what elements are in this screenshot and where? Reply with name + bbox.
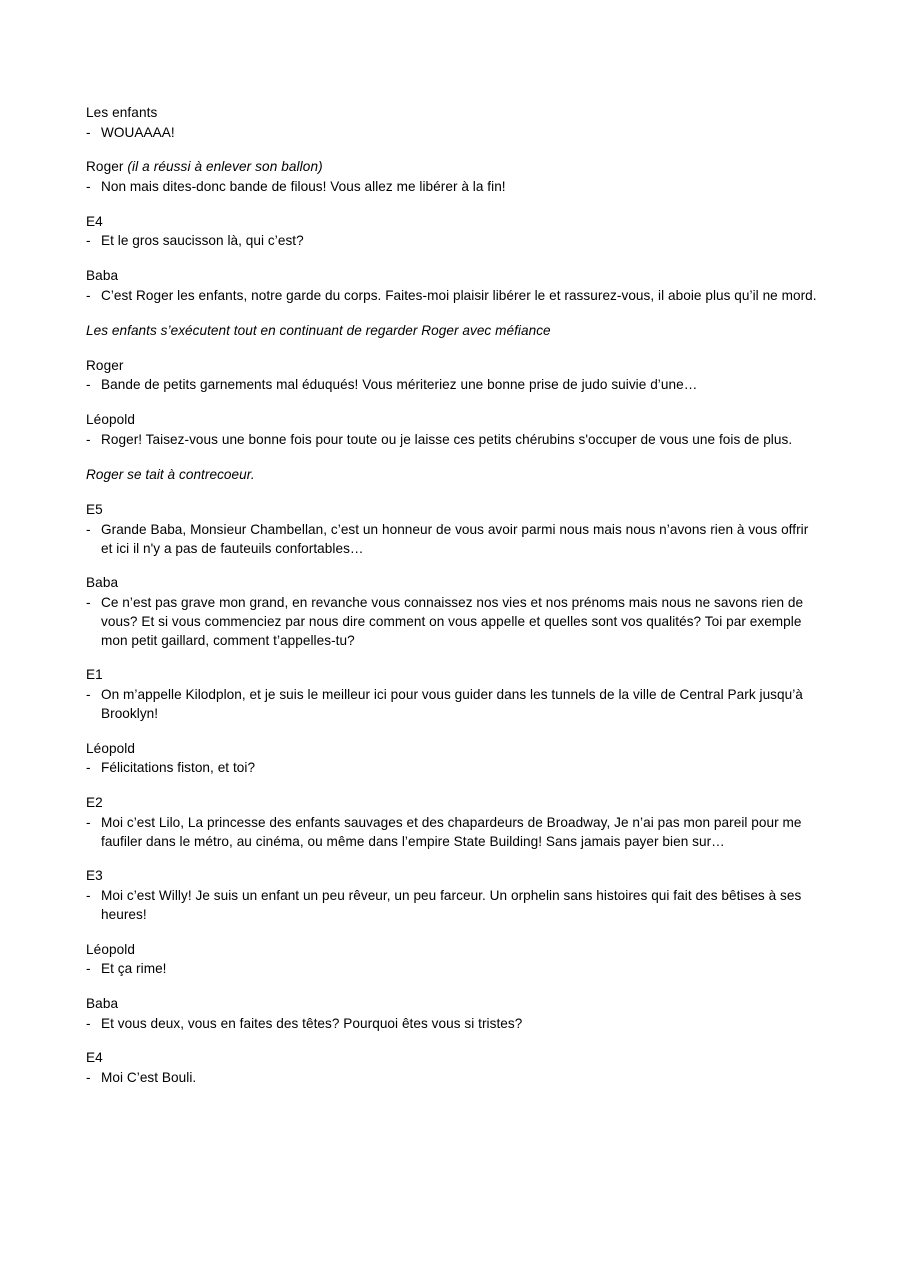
speaker-name [86,501,822,520]
dialogue-dash-marker: - [86,124,91,140]
stage-direction [86,321,822,340]
speaker-name [86,158,822,177]
stage-direction-text: Roger se tait à contrecoeur. [86,467,255,483]
speaker-name [86,104,822,123]
dialogue-text: Et vous deux, vous en faites des têtes? Pourquoi êtes vous si tristes? [101,1015,523,1031]
speaker-label: E4 [86,213,103,229]
dialogue-block [86,995,822,1033]
dialogue-block [86,740,822,778]
dialogue-line [86,959,822,978]
speaker-name [86,411,822,430]
dialogue-dash-marker: - [86,961,91,977]
dialogue-block [86,867,822,924]
dialogue-block [86,411,822,449]
speaker-name [86,666,822,685]
dialogue-text: Roger! Taisez-vous une bonne fois pour toute ou je laisse ces petits chérubins s'occuper de vous une fois de plus. [101,431,793,447]
speaker-label: E5 [86,501,103,517]
dialogue-block [86,794,822,851]
speaker-label: Léopold [86,740,136,756]
dialogue-text: Bande de petits garnements mal éduqués! Vous mériteriez une bonne prise de judo suivie d’une… [101,377,698,393]
dialogue-block [86,941,822,979]
speaker-label: Léopold [86,941,136,957]
stage-direction-text: Les enfants s’exécutent tout en continuant de regarder Roger avec méfiance [86,323,551,339]
speaker-name [86,267,822,286]
dialogue-block [86,267,822,305]
dialogue-line [86,1014,822,1033]
dialogue-text: Et ça rime! [101,961,167,977]
dialogue-block [86,501,822,558]
dialogue-text: Grande Baba, Monsieur Chambellan, c’est un honneur de vous avoir parmi nous mais nous n’avons rien à vous offrir et ici il n'y a pas de fauteuils confortables… [101,521,809,556]
speaker-inline-direction: (il a réussi à enlever son ballon) [127,159,323,175]
dialogue-dash-marker: - [86,431,91,447]
dialogue-dash-marker: - [86,888,91,904]
speaker-name [86,213,822,232]
speaker-label: Les enfants [86,105,158,120]
dialogue-text: Non mais dites-donc bande de filous! Vous allez me libérer à la fin! [101,179,506,195]
script-body [86,104,822,1103]
dialogue-line [86,177,822,196]
speaker-label: Baba [86,575,119,591]
speaker-name [86,740,822,759]
speaker-label: E3 [86,868,103,884]
dialogue-text: C’est Roger les enfants, notre garde du corps. Faites-moi plaisir libérer le et rassurez-vous, il aboie plus qu’il ne mord. [101,287,817,303]
dialogue-text: Moi C’est Bouli. [101,1069,197,1085]
speaker-name [86,574,822,593]
dialogue-dash-marker: - [86,287,91,303]
dialogue-text: Félicitations fiston, et toi? [101,760,256,776]
speaker-label: Baba [86,267,119,283]
dialogue-line [86,685,822,723]
dialogue-dash-marker: - [86,521,91,537]
dialogue-text: On m’appelle Kilodplon, et je suis le meilleur ici pour vous guider dans les tunnels de la ville de Central Park jusqu’à Brooklyn! [101,687,803,722]
dialogue-dash-marker: - [86,179,91,195]
dialogue-dash-marker: - [86,760,91,776]
speaker-name [86,1049,822,1068]
speaker-label: Roger [86,159,124,175]
dialogue-line [86,123,822,142]
dialogue-text: Ce n’est pas grave mon grand, en revanche vous connaissez nos vies et nos prénoms mais nous ne savons rien de vous? Et si vous commenciez par nous dire comment on vous appelle et quelles sont vos qualités? Toi par exemple mon petit gaillard, comment t’appelles-tu? [101,594,804,648]
dialogue-dash-marker: - [86,687,91,703]
dialogue-line [86,375,822,394]
dialogue-line [86,813,822,851]
dialogue-dash-marker: - [86,1015,91,1031]
dialogue-line [86,758,822,777]
dialogue-text: Moi c’est Lilo, La princesse des enfants sauvages et des chapardeurs de Broadway, Je n’ai pas mon pareil pour me faufiler dans le métro, au cinéma, ou même dans l’empire State Building! Sans jamais payer bien sur… [101,814,802,849]
speaker-name [86,867,822,886]
dialogue-block [86,574,822,650]
dialogue-block [86,104,822,142]
speaker-name [86,357,822,376]
dialogue-dash-marker: - [86,814,91,830]
dialogue-block [86,158,822,196]
dialogue-line [86,886,822,924]
dialogue-block [86,666,822,723]
dialogue-line [86,520,822,558]
dialogue-text: Moi c’est Willy! Je suis un enfant un peu rêveur, un peu farceur. Un orphelin sans histoires qui fait des bêtises à ses heures! [101,888,802,923]
dialogue-line [86,430,822,449]
speaker-label: E4 [86,1050,103,1066]
dialogue-block [86,357,822,395]
dialogue-dash-marker: - [86,377,91,393]
speaker-label: E2 [86,794,103,810]
dialogue-dash-marker: - [86,1069,91,1085]
dialogue-text: WOUAAAA! [101,124,175,140]
speaker-name [86,941,822,960]
dialogue-line [86,286,822,305]
speaker-name [86,995,822,1014]
speaker-label: Roger [86,357,124,373]
dialogue-text: Et le gros saucisson là, qui c’est? [101,233,304,249]
dialogue-line [86,1068,822,1087]
stage-direction [86,465,822,484]
speaker-name [86,794,822,813]
dialogue-line [86,593,822,650]
speaker-label: Léopold [86,411,136,427]
dialogue-block [86,1049,822,1087]
speaker-label: Baba [86,995,119,1011]
dialogue-line [86,231,822,250]
dialogue-dash-marker: - [86,594,91,610]
speaker-label: E1 [86,667,103,683]
dialogue-block [86,213,822,251]
dialogue-dash-marker: - [86,233,91,249]
